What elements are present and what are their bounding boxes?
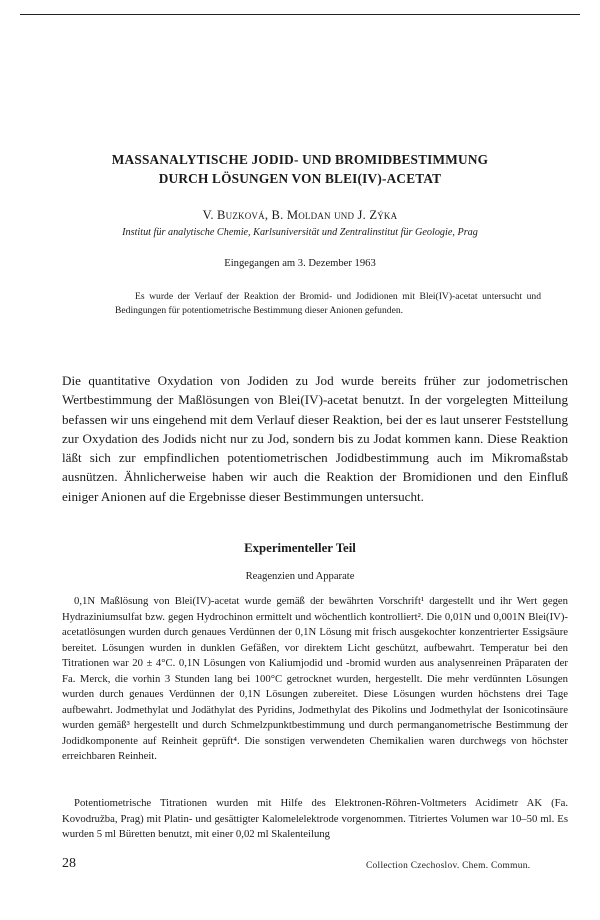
introduction-paragraph: Die quantitative Oxydation von Jodiden zu Jod wurde bereits früher zur jodometrischen Wertbestimmung der Maßlösungen von Blei(IV)-acetat benutzt. In der vorgelegten Mitteilung befassen wir uns eingehend mit dem Verlauf dieser Reaktion, bei der es laut unserer Feststellung zur Oxydation des Jodids nicht nur zu Jod, sondern bis zu Jodat kommen kann. Diese Reaktion läßt sich zur empfindlichen potentiometrischen Jodidbestimmung auch im Mikromaßstab ausnützen. Ähnlicherweise haben wir auch die Reaktion der Bromidionen und den Einfluß einiger Anionen auf die Ergebnisse dieser Bestimmungen untersucht.: [62, 373, 568, 504]
title-line-1: MASSANALYTISCHE JODID- UND BROMIDBESTIMMUNG: [111, 152, 489, 167]
subsection-heading: Reagenzien und Apparate: [245, 571, 355, 582]
page-number: 28: [62, 856, 76, 871]
section-heading: Experimenteller Teil: [244, 541, 356, 555]
top-rule: [20, 14, 580, 15]
article-title: [40, 150, 560, 188]
affiliation: Institut für analytische Chemie, Karlsuniversität und Zentralinstitut für Geologie, Prag: [122, 227, 478, 238]
body-paragraph-titrations: Potentiometrische Titrationen wurden mit Hilfe des Elektronen-Röhren-Voltmeters Acidimetr AK (Fa. Kovodružba, Prag) mit Platin- und gesättigter Kalomelelektrode vorgenommen. Titriertes Volumen war 10–50 ml. Es wurden 5 ml Büretten benutzt, mit einer 0,02 ml Skalenteilung: [62, 797, 568, 840]
title-line-2: DURCH LÖSUNGEN VON BLEI(IV)-ACETAT: [158, 171, 442, 186]
abstract: Es wurde der Verlauf der Reaktion der Bromid- und Jodidionen mit Blei(IV)-acetat untersucht und Bedingungen für potentiometrische Bestimmung dieser Anionen gefunden.: [115, 291, 541, 317]
journal-footer: Collection Czechoslov. Chem. Commun.: [366, 861, 531, 871]
body-paragraph-reagents: 0,1N Maßlösung von Blei(IV)-acetat wurde gemäß der bewährten Vorschrift¹ dargestellt und ihr Wert gegen Hydraziniumsulfat bzw. gegen Hydrochinon ermittelt und wöchentlich kontrolliert². Die 0,01N und 0,001N Blei(IV)-acetatlösungen wurden durch genaues Verdünnen der 0,1N Lösung mit frisch ausgekochter konzentrierter Essigsäure bereitet. Lösungen wurden in dunklen Gefäßen, vor direktem Licht geschützt, aufbewahrt. Temperatur bei den Titrationen war 20 ± 4°C. 0,1N Lösungen von Kaliumjodid und -bromid wurden aus analysenreinen Präparaten der Fa. Merck, die vorhin 3 Stunden lang bei 100°C getrocknet wurden, hergestellt. Die mehr verdünnten Lösungen wurden durch genaues Verdünnen der 0,1N Lösungen zubereitet. Diese Lösungen wurden höchstens drei Tage aufbewahrt. Jodmethylat und Jodäthylat des Pyridins, Jodmethylat des Pikolins und Jodmethylat der Isonicotinsäure wurden gemäß³ hergestellt und durch Schmelzpunktbestimmung und durch permanganometrische Bestimmung der Jodidkomponente auf Reinheit geprüft⁴. Die sonstigen verwendeten Chemikalien waren durchwegs von höchster erreichbaren Reinheit.: [62, 595, 568, 762]
received-date: Eingegangen am 3. Dezember 1963: [224, 258, 376, 269]
authors: V. Buzková, B. Moldan und J. Zýka: [202, 208, 398, 222]
